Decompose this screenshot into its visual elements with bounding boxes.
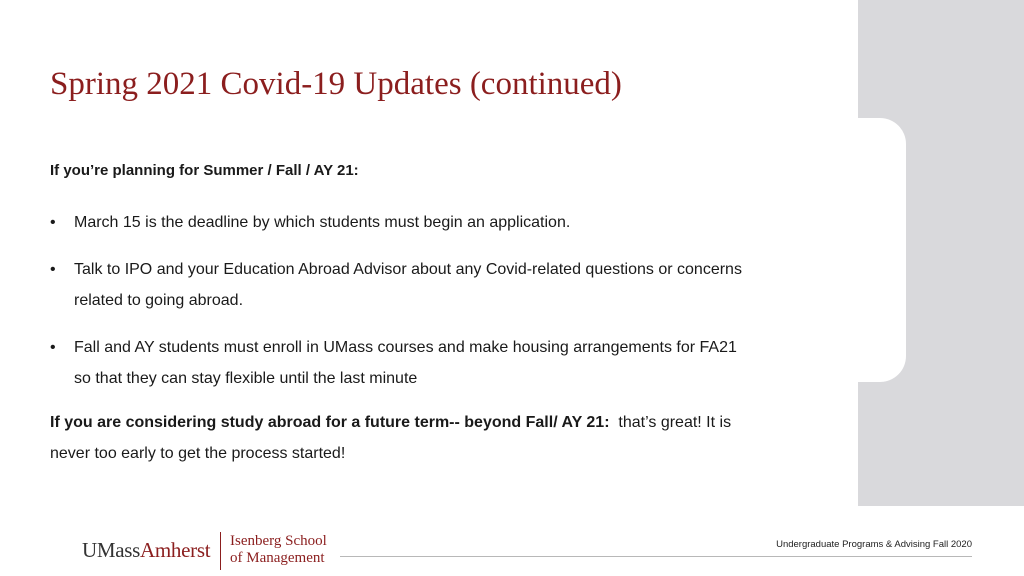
isenberg-line2: of Management	[230, 550, 325, 566]
bullet-item-deadline	[50, 207, 820, 238]
subheading: If you’re planning for Summer / Fall / AY 21:	[50, 162, 359, 179]
bullet-item-enroll	[50, 332, 820, 394]
side-decorative-tab	[846, 118, 906, 382]
bullet-text-line2: related to going abroad.	[74, 292, 244, 309]
bullet-icon: •	[50, 214, 56, 231]
footer-rule	[340, 556, 972, 557]
isenberg-logo	[230, 533, 327, 567]
closing-bold-part2: / AY 21:	[553, 414, 610, 431]
closing-bold-part1: If you are considering study abroad for a future term-- beyond Fall	[50, 414, 554, 431]
bullet-text-line2: so that they can stay flexible until the last minute	[74, 370, 418, 387]
bullet-text-line1: Fall and AY students must enroll in UMass courses and make housing arrangements for FA21	[74, 339, 737, 356]
footer-text: Undergraduate Programs & Advising Fall 2020	[776, 539, 972, 550]
bullet-item-talk-to-ipo	[50, 254, 820, 316]
slide-title: Spring 2021 Covid-19 Updates (continued)	[50, 66, 622, 102]
logo-divider	[220, 532, 221, 570]
closing-paragraph	[50, 407, 820, 469]
closing-line1-rest: that’s great! It is	[618, 414, 732, 431]
closing-line2: never too early to get the process started!	[50, 445, 346, 462]
bullet-icon: •	[50, 339, 56, 356]
bullet-list	[50, 207, 820, 394]
slide-body	[50, 160, 820, 469]
bullet-text-line1: March 15 is the deadline by which students must begin an application.	[74, 214, 571, 231]
isenberg-line1: Isenberg School	[230, 533, 327, 549]
logo-amherst-text: Amherst	[140, 538, 211, 562]
bullet-icon: •	[50, 261, 56, 278]
bullet-text-line1: Talk to IPO and your Education Abroad Advisor about any Covid-related questions or concerns	[74, 261, 742, 278]
logo-umass-text: UMass	[82, 538, 141, 562]
umass-amherst-logo	[82, 538, 210, 563]
